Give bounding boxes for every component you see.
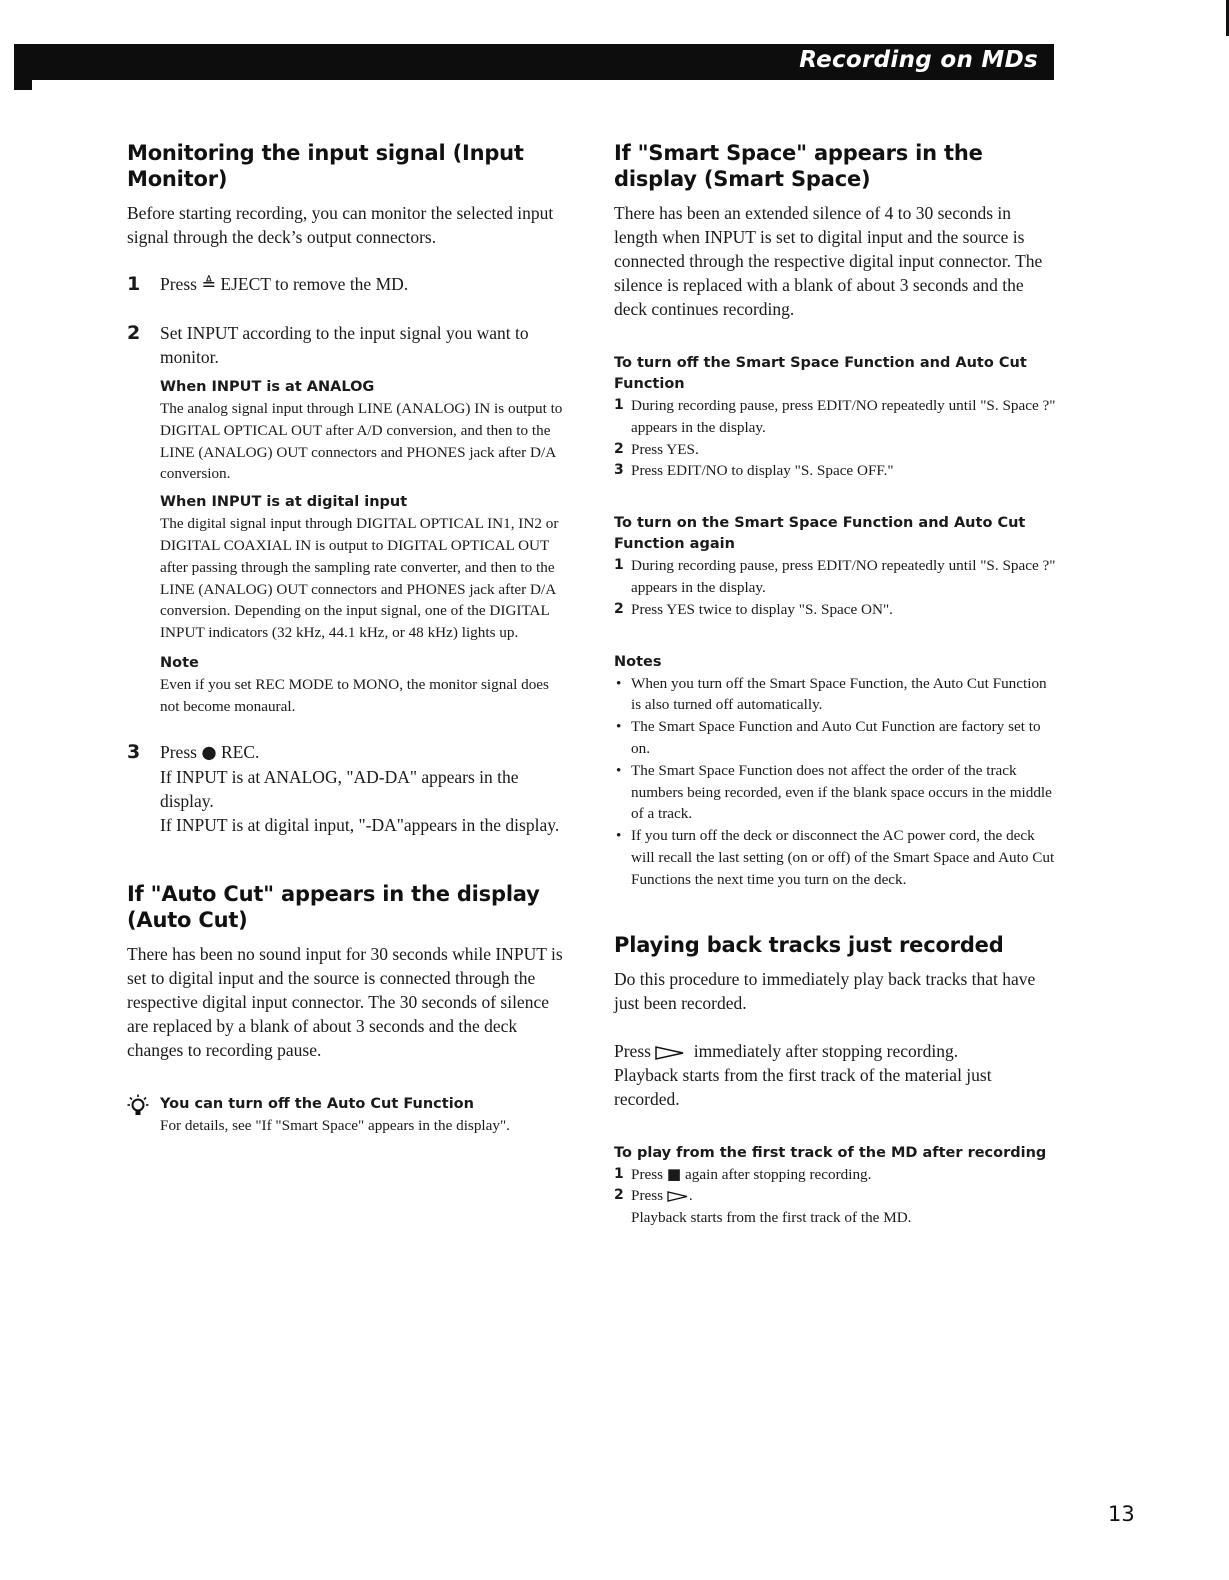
notes-heading: Notes bbox=[614, 653, 662, 670]
list-item: • If you turn off the deck or disconnect the AC power cord, the deck will recall the last setting (on or off) of the Smart Space and Auto Cut Functions the next time you turn on the deck. bbox=[616, 827, 1055, 888]
note-text: Even if you set REC MODE to MONO, the monitor signal does not become monaural. bbox=[160, 675, 549, 715]
step-number: 1 bbox=[127, 273, 141, 295]
list-item: 2 Press YES twice to display "S. Space ON". bbox=[614, 600, 893, 618]
left-column bbox=[127, 140, 567, 1136]
step-3-digital: If INPUT is at digital input, "-DA"appears in the display. bbox=[160, 814, 560, 835]
step-2: 2 Set INPUT according to the input signal you want to monitor. bbox=[127, 322, 529, 367]
smart-space-off-heading: To turn off the Smart Space Function and Auto Cut Function bbox=[614, 355, 1027, 392]
step-3: 3 Press ● REC. If INPUT is at ANALOG, "AD-DA" appears in the display. If INPUT is at digital input, "-DA"appears in the display. bbox=[127, 740, 567, 837]
lightbulb-icon bbox=[127, 1094, 160, 1125]
playback-intro: Do this procedure to immediately play back tracks that have just been recorded. bbox=[614, 968, 1036, 1013]
smart-space-off-steps bbox=[614, 395, 1059, 482]
digital-heading: When INPUT is at digital input bbox=[160, 494, 408, 511]
list-item: • The Smart Space Function does not affect the order of the track numbers being recorded, even if the blank space occurs in the middle of a track. bbox=[616, 761, 1052, 823]
play-icon bbox=[655, 1046, 685, 1060]
first-track-result: Playback starts from the first track of the MD. bbox=[631, 1209, 912, 1227]
list-item: 1 Press ■ again after stopping recording. bbox=[614, 1164, 872, 1183]
section-title: Recording on MDs bbox=[799, 47, 1038, 73]
digital-text: The digital signal input through DIGITAL OPTICAL IN1, IN2 or DIGITAL COAXIAL IN is output to DIGITAL OPTICAL OUT after passing through the sampling rate converter, and then to the LINE (ANALOG) OUT connectors and PHONES jack after D/A conversion. Depending on the input signal, one of the DIGITAL INPUT indicators (32 kHz, 44.1 kHz, or 48 kHz) lights up. bbox=[160, 515, 559, 642]
auto-cut-text: There has been no sound input for 30 seconds while INPUT is set to digital input and the source is connected through the respective digital input connector. The 30 seconds of silence are replaced by a blank of about 3 seconds and the deck changes to recording pause. bbox=[127, 943, 563, 1060]
list-item: • The Smart Space Function and Auto Cut Function are factory set to on. bbox=[616, 718, 1041, 757]
record-icon: ● bbox=[201, 742, 217, 763]
playback-title: Playing back tracks just recorded bbox=[614, 932, 1004, 957]
analog-text: The analog signal input through LINE (ANALOG) IN is output to DIGITAL OPTICAL OUT after A/D conversion, and then to the LINE (ANALOG) OUT connectors and PHONES jack after D/A conversion. bbox=[160, 400, 563, 483]
notes-list bbox=[614, 673, 1059, 891]
step-1: 1 Press ≜ EJECT to remove the MD. bbox=[127, 273, 409, 295]
list-item: 2 Press . Playback starts from the first track of the MD. bbox=[614, 1185, 1059, 1229]
list-item: • When you turn off the Smart Space Function, the Auto Cut Function is also turned off automatically. bbox=[616, 674, 1047, 714]
stop-icon: ■ bbox=[666, 1164, 682, 1183]
list-item: 2 Press YES. bbox=[614, 440, 699, 458]
banner-stub bbox=[14, 80, 32, 90]
eject-icon: ≜ bbox=[201, 275, 216, 295]
analog-block bbox=[160, 377, 567, 718]
playback-result: Playback starts from the first track of the material just recorded. bbox=[614, 1064, 992, 1109]
list-item: 1 During recording pause, press EDIT/NO repeatedly until "S. Space ?" appears in the display. bbox=[614, 557, 1056, 596]
tip-heading: You can turn off the Auto Cut Function bbox=[160, 1095, 474, 1112]
page-number: 13 bbox=[1108, 1502, 1135, 1526]
smart-space-on-steps bbox=[614, 555, 1059, 620]
list-item: 1 During recording pause, press EDIT/NO repeatedly until "S. Space ?" appears in the display. bbox=[614, 397, 1056, 436]
analog-heading: When INPUT is at ANALOG bbox=[160, 379, 375, 395]
step-number: 2 bbox=[127, 322, 141, 344]
step-number: 3 bbox=[127, 740, 141, 763]
smart-space-text: There has been an extended silence of 4 to 30 seconds in length when INPUT is set to digital input and the source is connected through the respective digital input connector. The silence is replaced with a blank of about 3 seconds and the deck continues recording. bbox=[614, 203, 1043, 319]
list-item: 3 Press EDIT/NO to display "S. Space OFF." bbox=[614, 462, 894, 480]
section-banner bbox=[14, 44, 1054, 80]
first-track-steps bbox=[614, 1164, 1059, 1229]
play-icon bbox=[667, 1191, 689, 1202]
smart-space-title: If "Smart Space" appears in the display (Smart Space) bbox=[614, 141, 983, 191]
auto-cut-title: If "Auto Cut" appears in the display (Auto Cut) bbox=[127, 881, 540, 932]
right-column bbox=[614, 140, 1059, 1229]
input-monitor-title: Monitoring the input signal (Input Monitor) bbox=[127, 141, 524, 191]
step-3-analog: If INPUT is at ANALOG, "AD-DA" appears in the display. bbox=[160, 766, 519, 811]
tip-body bbox=[160, 1094, 510, 1137]
tip-text: For details, see "If "Smart Space" appears in the display". bbox=[160, 1116, 510, 1134]
tip bbox=[127, 1094, 567, 1137]
first-track-heading: To play from the first track of the MD after recording bbox=[614, 1144, 1047, 1161]
note-heading: Note bbox=[160, 654, 199, 671]
playback-press: Press immediately after stopping recording. bbox=[614, 1040, 959, 1061]
input-monitor-intro: Before starting recording, you can monitor the selected input signal through the deck’s output connectors. bbox=[127, 203, 554, 247]
smart-space-on-heading: To turn on the Smart Space Function and Auto Cut Function again bbox=[614, 515, 1026, 553]
